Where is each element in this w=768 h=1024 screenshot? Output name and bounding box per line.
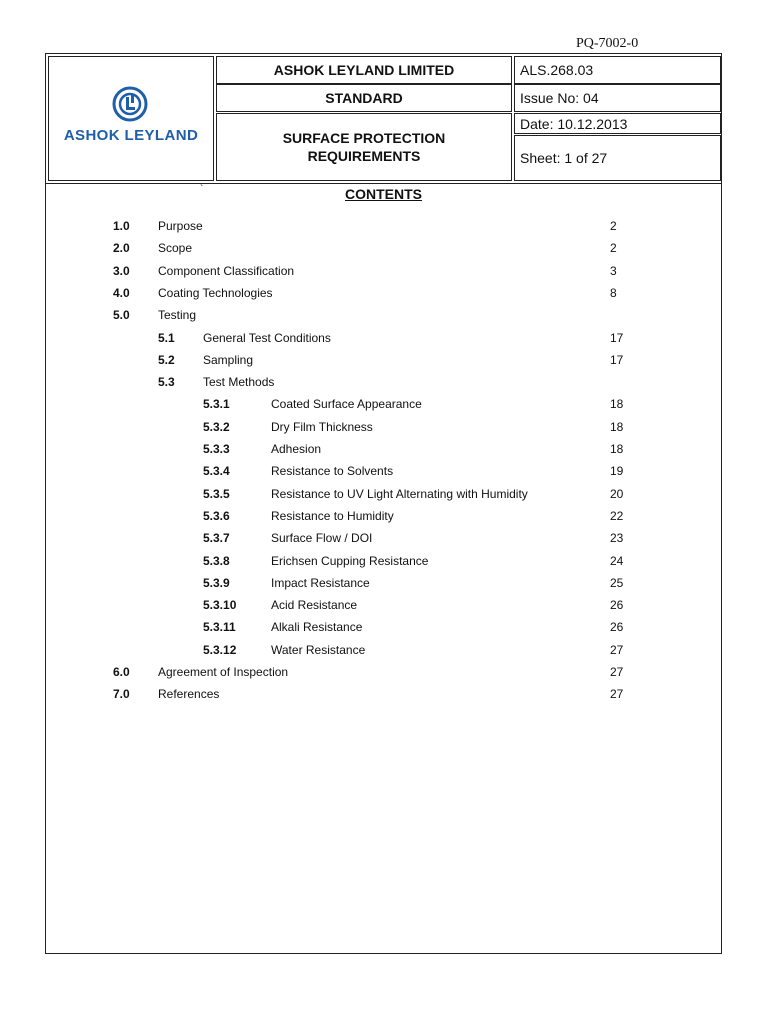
toc-entry-title: Coating Technologies [158, 285, 273, 300]
toc-entry-number: 5.3 [158, 375, 175, 390]
toc-entry-number: 5.3.6 [203, 508, 230, 523]
toc-entry-page: 2 [610, 219, 617, 233]
toc-entry-title: Resistance to UV Light Alternating with Humidity [271, 486, 528, 501]
toc-entry-page: 27 [610, 687, 624, 702]
toc-entry-number: 2.0 [113, 241, 130, 256]
toc-entry-number: 5.3.2 [203, 419, 230, 434]
page-frame [45, 53, 722, 954]
toc-entry [46, 420, 721, 438]
toc-entry-title: Testing [158, 308, 197, 323]
toc-entry-page: 26 [610, 620, 624, 635]
sheet-number: Sheet: 1 of 27 [514, 135, 721, 181]
toc-entry-number: 5.3.3 [203, 442, 230, 456]
toc-entry [46, 464, 721, 482]
toc-entry [46, 576, 721, 594]
toc-entry-number: 5.3.10 [203, 598, 237, 613]
company-name: ASHOK LEYLAND LIMITED [216, 56, 512, 84]
toc-entry [46, 643, 721, 661]
toc-entry [46, 353, 721, 371]
toc-entry [46, 598, 721, 616]
toc-entry [46, 509, 721, 527]
toc-entry-page: 17 [610, 352, 624, 367]
title-line-2: REQUIREMENTS [307, 148, 421, 164]
toc-entry-number: 5.3.11 [203, 620, 236, 635]
toc-entry-number: 5.3.4 [203, 464, 230, 479]
toc-entry-number: 5.3.8 [203, 553, 230, 568]
toc-entry-title: Resistance to Humidity [271, 508, 394, 523]
toc-entry-number: 6.0 [113, 665, 130, 679]
toc-entry-title: Impact Resistance [271, 575, 370, 590]
document-type: STANDARD [216, 84, 512, 112]
toc-entry-title: Sampling [203, 352, 254, 367]
toc-entry-number: 5.0 [113, 308, 130, 323]
toc-entry [46, 487, 721, 505]
tick-mark: ` [200, 184, 204, 195]
toc-entry-number: 5.3.7 [203, 531, 230, 546]
toc-entry [46, 375, 721, 393]
toc-entry [46, 241, 721, 259]
toc-entry-page: 20 [610, 486, 624, 501]
title-line-1: SURFACE PROTECTION [282, 130, 446, 146]
toc-entry-title: Surface Flow / DOI [271, 531, 373, 546]
toc-entry-title: References [158, 687, 220, 702]
toc-entry-title: Erichsen Cupping Resistance [271, 553, 429, 568]
toc-entry-number: 5.3.5 [203, 486, 230, 501]
toc-entry-title: Acid Resistance [271, 598, 358, 613]
toc-entry-title: Scope [158, 241, 193, 256]
toc-entry [46, 665, 721, 683]
toc-entry-page: 27 [610, 642, 624, 657]
toc-entry-title: Alkali Resistance [271, 620, 363, 635]
table-of-contents [46, 54, 721, 953]
toc-entry-title: Dry Film Thickness [271, 419, 373, 434]
contents-heading: CONTENTS [345, 186, 422, 202]
toc-entry-title: Test Methods [203, 375, 275, 390]
toc-entry-number: 7.0 [113, 687, 130, 702]
toc-entry-page: 25 [610, 575, 624, 590]
toc-entry [46, 264, 721, 282]
document-code: PQ-7002-0 [576, 36, 639, 51]
toc-entry-page: 8 [610, 285, 617, 300]
toc-entry-number: 3.0 [113, 263, 130, 278]
toc-entry-page: 23 [610, 531, 624, 546]
toc-entry [46, 308, 721, 326]
toc-entry-title: General Test Conditions [203, 330, 331, 345]
toc-entry [46, 331, 721, 349]
logo-wordmark: ASHOK LEYLAND [63, 127, 199, 144]
toc-entry-number: 4.0 [113, 285, 130, 300]
toc-entry [46, 442, 721, 460]
toc-entry-page: 26 [610, 598, 624, 613]
document-number: ALS.268.03 [514, 56, 721, 84]
toc-entry-title: Purpose [158, 219, 203, 233]
toc-entry-page: 2 [610, 241, 617, 256]
toc-entry-title: Agreement of Inspection [158, 665, 289, 679]
toc-entry-page: 18 [610, 419, 624, 434]
toc-entry [46, 397, 721, 415]
toc-entry-page: 19 [610, 464, 624, 479]
toc-entry [46, 286, 721, 304]
toc-entry-title: Coated Surface Appearance [271, 397, 422, 412]
toc-entry-page: 18 [610, 442, 624, 456]
toc-entry-page: 22 [610, 508, 624, 523]
toc-entry-number: 5.3.1 [203, 397, 230, 412]
toc-entry-page: 18 [610, 397, 624, 412]
toc-entry [46, 554, 721, 572]
toc-entry-number: 5.3.9 [203, 575, 230, 590]
toc-entry [46, 620, 721, 638]
toc-entry-number: 5.1 [158, 330, 175, 345]
toc-entry-title: Component Classification [158, 263, 295, 278]
toc-entry [46, 687, 721, 705]
toc-entry-page: 24 [610, 553, 624, 568]
toc-entry-title: Water Resistance [271, 642, 366, 657]
toc-entry-number: 5.2 [158, 352, 175, 367]
toc-entry-title: Adhesion [271, 442, 322, 456]
toc-entry-page: 17 [610, 330, 624, 345]
toc-entry [46, 531, 721, 549]
issue-date: Date: 10.12.2013 [514, 113, 721, 134]
toc-entry-page: 3 [610, 263, 617, 278]
issue-number: Issue No: 04 [514, 84, 721, 112]
toc-entry-page: 27 [610, 665, 624, 679]
toc-entry-number: 5.3.12 [203, 642, 237, 657]
toc-entry-title: Resistance to Solvents [271, 464, 394, 479]
toc-entry [46, 219, 721, 237]
toc-entry-number: 1.0 [113, 219, 130, 233]
